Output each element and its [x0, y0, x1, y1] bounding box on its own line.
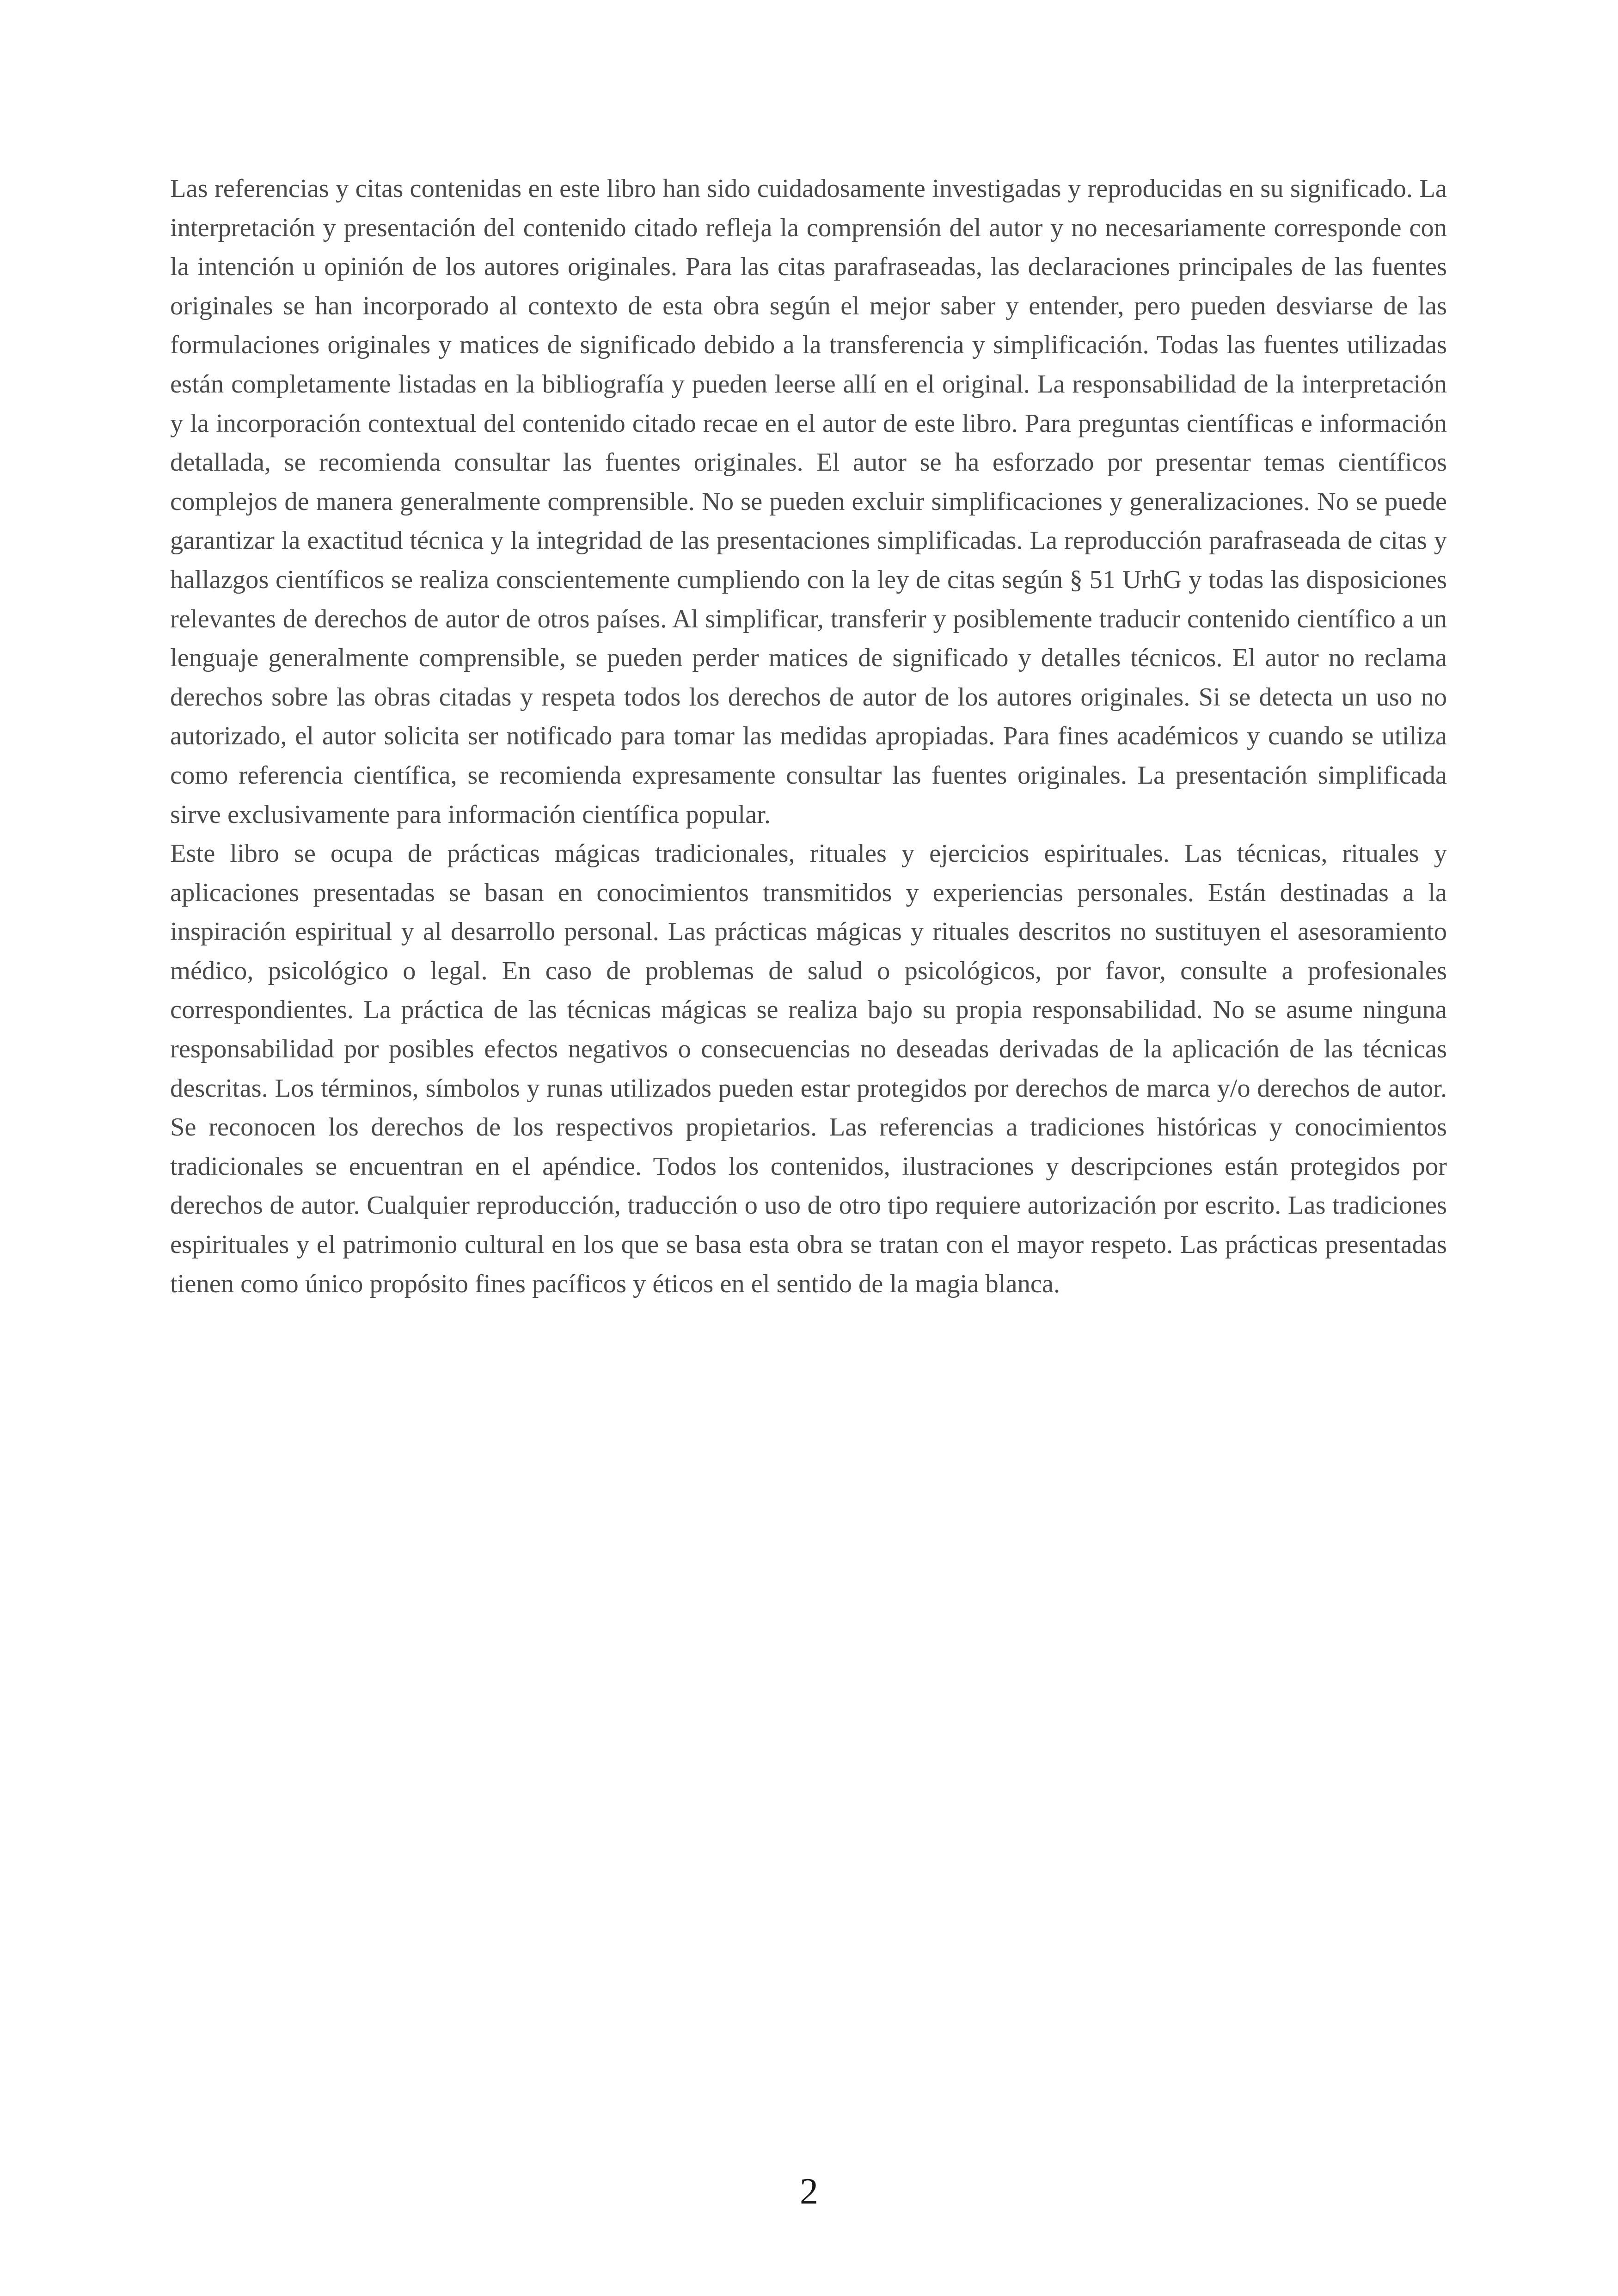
- paragraph-magic-practices-disclaimer: Este libro se ocupa de prácticas mágicas tradicionales, rituales y ejercicios espirituales. Las técnicas, rituales y aplicaciones presentadas se basan en conocimientos transmitidos y experiencias personales. Están destinadas a la inspiración espiritual y al desarrollo personal. Las prácticas mágicas y rituales descritos no sustituyen el asesoramiento médico, psicológico o legal. En caso de problemas de salud o psicológicos, por favor, consulte a profesionales correspondientes. La práctica de las técnicas mágicas se realiza bajo su propia responsabilidad. No se asume ninguna responsabilidad por posibles efectos negativos o consecuencias no deseadas derivadas de la aplicación de las técnicas descritas. Los términos, símbolos y runas utilizados pueden estar protegidos por derechos de marca y/o derechos de autor. Se reconocen los derechos de los respectivos propietarios. Las referencias a tradiciones históricas y conocimientos tradicionales se encuentran en el apéndice. Todos los contenidos, ilustraciones y descripciones están protegidos por derechos de autor. Cualquier reproducción, traducción o uso de otro tipo requiere autorización por escrito. Las tradiciones espirituales y el patrimonio cultural en los que se basa esta obra se tratan con el mayor respeto. Las prácticas presentadas tienen como único propósito fines pacíficos y éticos en el sentido de la magia blanca.: [170, 839, 1447, 1298]
- body-text: [170, 169, 1447, 1303]
- paragraph-citations-disclaimer: Las referencias y citas contenidas en este libro han sido cuidadosamente investigadas y reproducidas en su significado. La interpretación y presentación del contenido citado refleja la comprensión del autor y no necesariamente corresponde con la intención u opinión de los autores originales. Para las citas parafraseadas, las declaraciones principales de las fuentes originales se han incorporado al contexto de esta obra según el mejor saber y entender, pero pueden desviarse de las formulaciones originales y matices de significado debido a la transferencia y simplificación. Todas las fuentes utilizadas están completamente listadas en la bibliografía y pueden leerse allí en el original. La responsabilidad de la interpretación y la incorporación contextual del contenido citado recae en el autor de este libro. Para preguntas científicas e información detallada, se recomienda consultar las fuentes originales. El autor se ha esforzado por presentar temas científicos complejos de manera generalmente comprensible. No se pueden excluir simplificaciones y generalizaciones. No se puede garantizar la exactitud técnica y la integridad de las presentaciones simplificadas. La reproducción parafraseada de citas y hallazgos científicos se realiza conscientemente cumpliendo con la ley de citas según § 51 UrhG y todas las disposiciones relevantes de derechos de autor de otros países. Al simplificar, transferir y posiblemente traducir contenido científico a un lenguaje generalmente comprensible, se pueden perder matices de significado y detalles técnicos. El autor no reclama derechos sobre las obras citadas y respeta todos los derechos de autor de los autores originales. Si se detecta un uso no autorizado, el autor solicita ser notificado para tomar las medidas apropiadas. Para fines académicos y cuando se utiliza como referencia científica, se recomienda expresamente consultar las fuentes originales. La presentación simplificada sirve exclusivamente para información científica popular.: [170, 174, 1447, 829]
- page-number: 2: [800, 2171, 818, 2212]
